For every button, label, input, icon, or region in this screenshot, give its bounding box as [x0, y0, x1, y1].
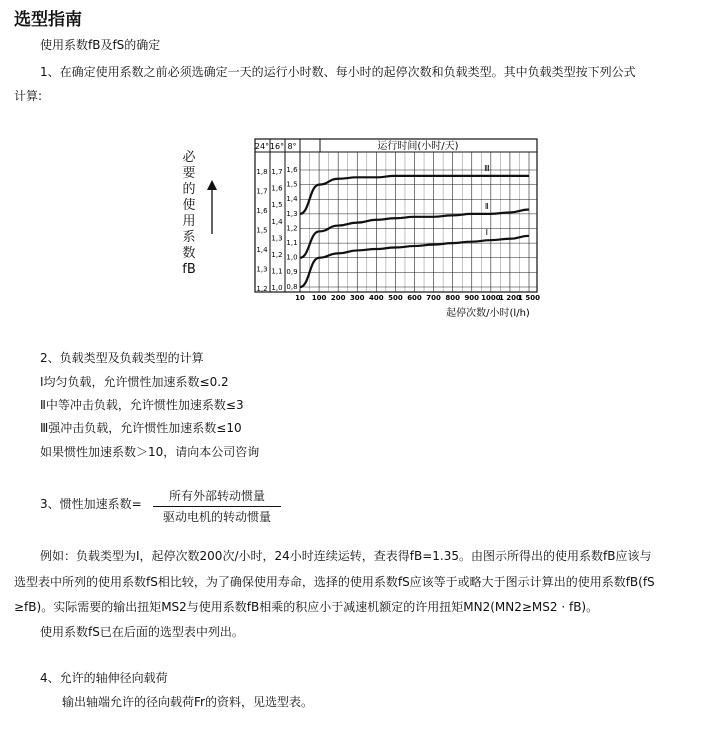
page-title: 选型指南 — [14, 10, 82, 30]
fraction-numerator: 所有外部转动惯量 — [153, 488, 281, 507]
section3-label: 3、惯性加速系数= — [40, 497, 142, 511]
example-line4: 使用系数fS已在后面的选型表中列出。 — [40, 625, 244, 639]
chart-xtick: 800 — [445, 294, 460, 302]
example-line3: ≥fB)。实际需要的输出扭矩MS2与使用系数fB相乘的积应小于减速机额定的许用扭矩MN2(MN2≥MS2 · fB)。 — [14, 600, 599, 614]
section2-heading: 2、负载类型及负载类型的计算 — [40, 351, 204, 365]
inertia-fraction — [153, 488, 281, 525]
chart-ytick-16h: 1,7 — [271, 168, 283, 176]
chart-xtick: 700 — [426, 294, 441, 302]
chart-ytick-16h: 1,1 — [271, 267, 283, 276]
chart-ytick-8h: 1,1 — [286, 239, 298, 247]
chart-series-label: Ⅰ — [485, 228, 489, 238]
chart-xtick: 1 500 — [518, 294, 540, 302]
chart-ytick-16h: 1,0 — [271, 284, 283, 293]
load-type-2: Ⅱ中等冲击负载，允许惯性加速系数≤3 — [40, 398, 244, 412]
example-line1: 例如：负载类型为Ⅰ，起停次数200次/小时，24小时连续运转，查表得fB=1.35。由图示所得出的使用系数fB应该与 — [40, 549, 652, 563]
para1-line1: 1、在确定使用系数之前必须选确定一天的运行小时数、每小时的起停次数和负载类型。其中负载类型按下列公式 — [40, 65, 636, 79]
chart-xtick: 600 — [407, 294, 422, 302]
chart-ytick-8h: 0,9 — [286, 268, 298, 277]
chart-xtick: 10 — [295, 294, 305, 302]
chart-ytick-16h: 1,4 — [271, 217, 283, 226]
chart-ytick-8h: 1,0 — [286, 253, 298, 262]
chart-ytick-24h: 1,5 — [256, 226, 268, 235]
chart-ytick-16h: 1,2 — [271, 251, 283, 259]
chart-ytick-24h: 1,3 — [256, 265, 268, 274]
chart-ytick-8h: 1,6 — [286, 166, 298, 174]
chart-hours-header: 16° — [269, 142, 285, 151]
fraction-denominator: 驱动电机的转动惯量 — [162, 510, 271, 524]
chart-series-label: Ⅲ — [484, 163, 490, 173]
section4-heading: 4、允许的轴伸径向载荷 — [40, 671, 168, 685]
chart-hours-header: 8° — [287, 142, 297, 151]
chart-ytick-24h: 1,8 — [256, 168, 268, 176]
load-type-note: 如果惯性加速系数＞10，请向本公司咨询 — [40, 445, 260, 459]
subtitle: 使用系数fB及fS的确定 — [40, 38, 161, 52]
chart-xtick: 400 — [369, 294, 384, 302]
chart-xtick: 500 — [388, 294, 403, 302]
chart-ytick-8h: 1,4 — [286, 195, 298, 204]
chart-ytick-8h: 1,2 — [286, 224, 298, 233]
chart-xtick: 200 — [330, 294, 346, 302]
chart-hours-header: 24° — [254, 142, 270, 151]
chart-xtick: 1000 — [481, 294, 501, 302]
chart-ytick-16h: 1,5 — [271, 201, 283, 210]
chart-xtick: 300 — [349, 294, 365, 302]
load-type-1: Ⅰ均匀负载，允许惯性加速系数≤0.2 — [40, 375, 229, 389]
chart-ylabel-arrowhead — [207, 180, 217, 190]
chart-xtick: 1 200 — [498, 294, 521, 302]
chart-series-label: Ⅱ — [484, 201, 489, 211]
chart-ylabel: 必要的使用系数fB — [182, 150, 196, 277]
chart-ytick-8h: 1,5 — [286, 180, 298, 189]
chart-ytick-8h: 0,8 — [286, 282, 298, 291]
chart-ytick-16h: 1,6 — [271, 184, 283, 193]
example-line2: 选型表中所列的使用系数fS相比较，为了确保使用寿命，选择的使用系数fS应该等于或略大于图示计算出的使用系数fB(fS — [14, 575, 655, 589]
chart-ytick-8h: 1,3 — [286, 209, 298, 218]
chart-ytick-16h: 1,3 — [271, 234, 283, 243]
chart-ytick-24h: 1,6 — [256, 207, 268, 215]
chart-ytick-24h: 1,2 — [256, 285, 268, 293]
chart-ytick-24h: 1,7 — [256, 187, 268, 196]
para1-line2: 计算: — [14, 89, 43, 103]
chart-xlabel: 起停次数/小时(l/h) — [446, 308, 530, 319]
load-type-3: Ⅲ强冲击负载，允许惯性加速系数≤10 — [40, 421, 242, 435]
section4-text: 输出轴端允许的径向载荷Fr的资料，见选型表。 — [62, 695, 313, 709]
chart-ytick-24h: 1,4 — [256, 246, 268, 254]
chart-xtick: 100 — [311, 294, 327, 302]
chart-xtick: 900 — [464, 294, 480, 302]
chart-title: 运行时间(小时/天) — [377, 141, 459, 152]
